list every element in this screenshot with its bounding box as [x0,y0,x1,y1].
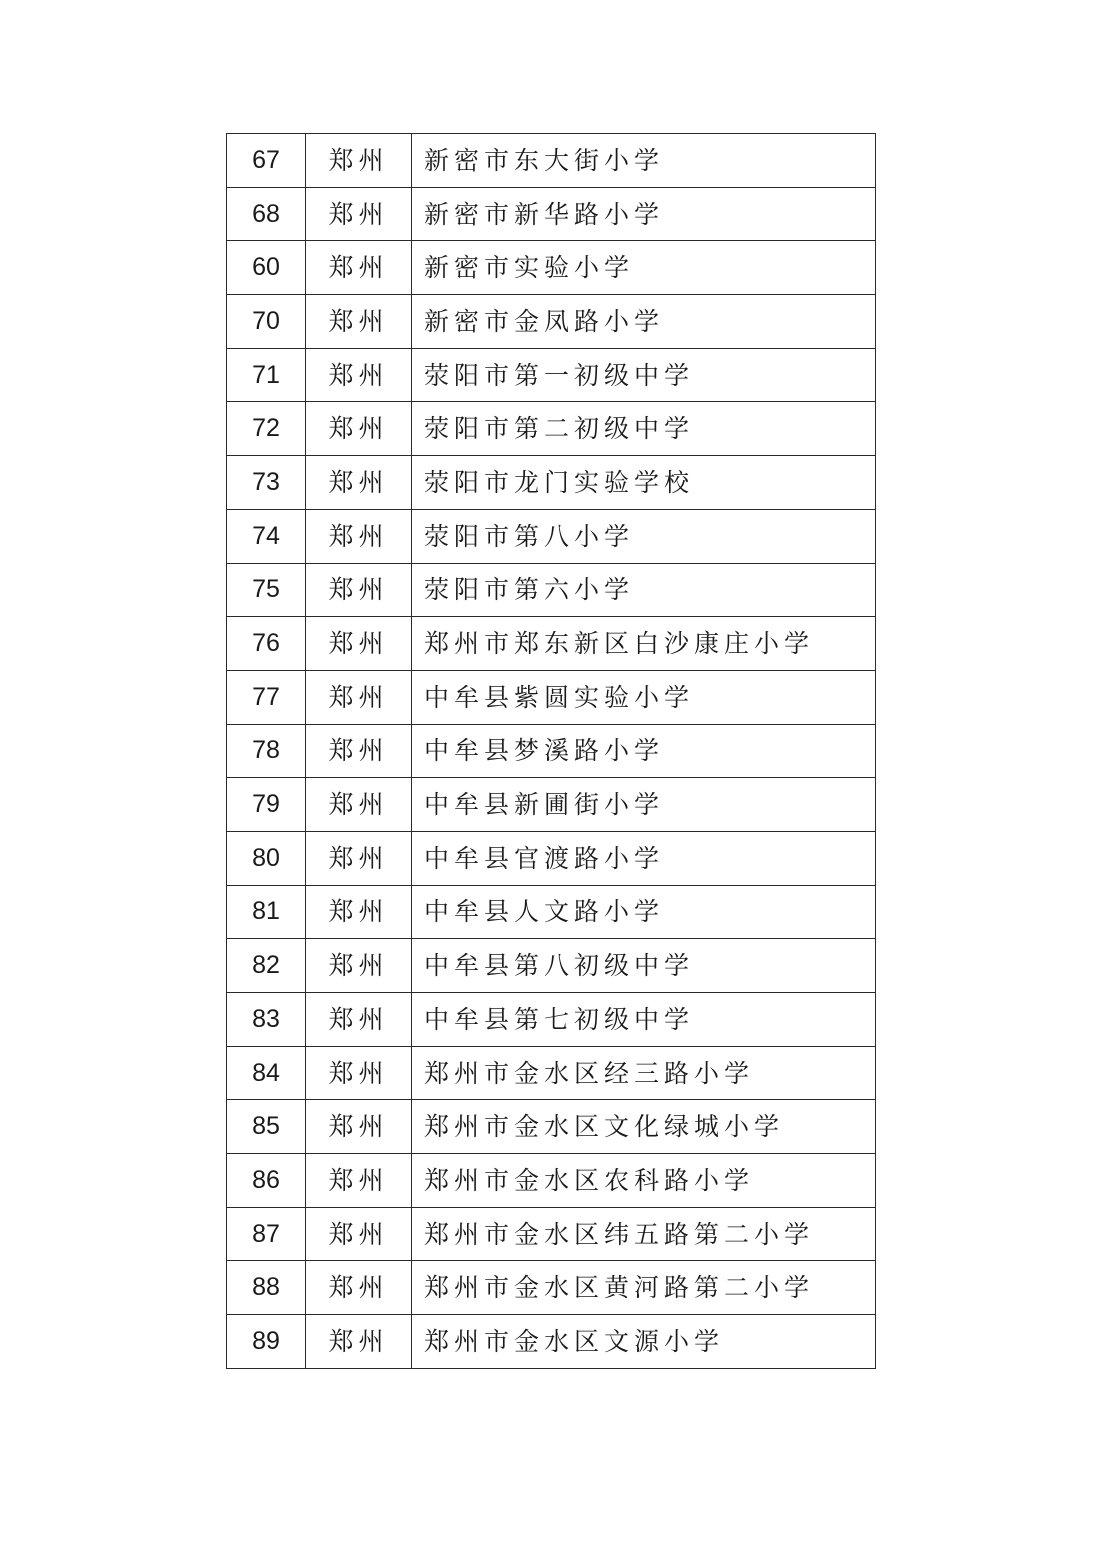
city-cell: 郑州 [306,1100,412,1154]
row-index-cell: 78 [227,724,306,778]
school-name-cell: 中牟县新圃街小学 [412,778,876,832]
school-name-cell: 新密市东大街小学 [412,134,876,188]
table-row [227,563,876,617]
city-cell: 郑州 [306,670,412,724]
table-row [227,617,876,671]
city-cell: 郑州 [306,939,412,993]
city-cell: 郑州 [306,993,412,1047]
row-index-cell: 88 [227,1261,306,1315]
row-index-cell: 74 [227,509,306,563]
table-row [227,831,876,885]
school-name-cell: 新密市金凤路小学 [412,295,876,349]
table-row [227,134,876,188]
row-index-cell: 80 [227,831,306,885]
city-cell: 郑州 [306,187,412,241]
school-name-cell: 中牟县第七初级中学 [412,993,876,1047]
row-index-cell: 84 [227,1046,306,1100]
school-name-cell: 荥阳市第六小学 [412,563,876,617]
row-index-cell: 77 [227,670,306,724]
row-index-cell: 83 [227,993,306,1047]
row-index-cell: 71 [227,348,306,402]
row-index-cell: 89 [227,1315,306,1369]
school-name-cell: 中牟县第八初级中学 [412,939,876,993]
school-name-cell: 郑州市郑东新区白沙康庄小学 [412,617,876,671]
city-cell: 郑州 [306,241,412,295]
table-row [227,1100,876,1154]
school-name-cell: 郑州市金水区纬五路第二小学 [412,1207,876,1261]
school-name-cell: 中牟县梦溪路小学 [412,724,876,778]
table-row [227,670,876,724]
table-row [227,885,876,939]
city-cell: 郑州 [306,402,412,456]
school-name-cell: 中牟县紫圆实验小学 [412,670,876,724]
school-name-cell: 新密市新华路小学 [412,187,876,241]
table-row [227,187,876,241]
table-row [227,993,876,1047]
row-index-cell: 86 [227,1154,306,1208]
row-index-cell: 76 [227,617,306,671]
school-name-cell: 中牟县人文路小学 [412,885,876,939]
row-index-cell: 70 [227,295,306,349]
school-name-cell: 郑州市金水区农科路小学 [412,1154,876,1208]
row-index-cell: 75 [227,563,306,617]
table-body [227,134,876,1369]
city-cell: 郑州 [306,509,412,563]
city-cell: 郑州 [306,348,412,402]
city-cell: 郑州 [306,456,412,510]
city-cell: 郑州 [306,295,412,349]
table-row [227,456,876,510]
school-name-cell: 郑州市金水区黄河路第二小学 [412,1261,876,1315]
school-name-cell: 新密市实验小学 [412,241,876,295]
table-row [227,1207,876,1261]
table-row [227,241,876,295]
table-row [227,1261,876,1315]
table-row [227,778,876,832]
table-row [227,402,876,456]
city-cell: 郑州 [306,134,412,188]
city-cell: 郑州 [306,563,412,617]
table-row [227,1154,876,1208]
row-index-cell: 68 [227,187,306,241]
table-row [227,295,876,349]
city-cell: 郑州 [306,885,412,939]
row-index-cell: 87 [227,1207,306,1261]
city-cell: 郑州 [306,778,412,832]
city-cell: 郑州 [306,1046,412,1100]
school-name-cell: 荥阳市第八小学 [412,509,876,563]
school-name-cell: 郑州市金水区经三路小学 [412,1046,876,1100]
city-cell: 郑州 [306,1154,412,1208]
row-index-cell: 85 [227,1100,306,1154]
row-index-cell: 60 [227,241,306,295]
school-name-cell: 郑州市金水区文化绿城小学 [412,1100,876,1154]
city-cell: 郑州 [306,1261,412,1315]
row-index-cell: 72 [227,402,306,456]
city-cell: 郑州 [306,1207,412,1261]
row-index-cell: 82 [227,939,306,993]
school-name-cell: 郑州市金水区文源小学 [412,1315,876,1369]
city-cell: 郑州 [306,1315,412,1369]
city-cell: 郑州 [306,831,412,885]
row-index-cell: 67 [227,134,306,188]
table-row [227,939,876,993]
table-row [227,348,876,402]
row-index-cell: 81 [227,885,306,939]
school-name-cell: 荥阳市龙门实验学校 [412,456,876,510]
table-row [227,724,876,778]
school-name-cell: 中牟县官渡路小学 [412,831,876,885]
school-list-table [226,133,876,1369]
row-index-cell: 73 [227,456,306,510]
city-cell: 郑州 [306,724,412,778]
table-row [227,1315,876,1369]
table-row [227,1046,876,1100]
city-cell: 郑州 [306,617,412,671]
school-name-cell: 荥阳市第一初级中学 [412,348,876,402]
row-index-cell: 79 [227,778,306,832]
school-name-cell: 荥阳市第二初级中学 [412,402,876,456]
table-row [227,509,876,563]
